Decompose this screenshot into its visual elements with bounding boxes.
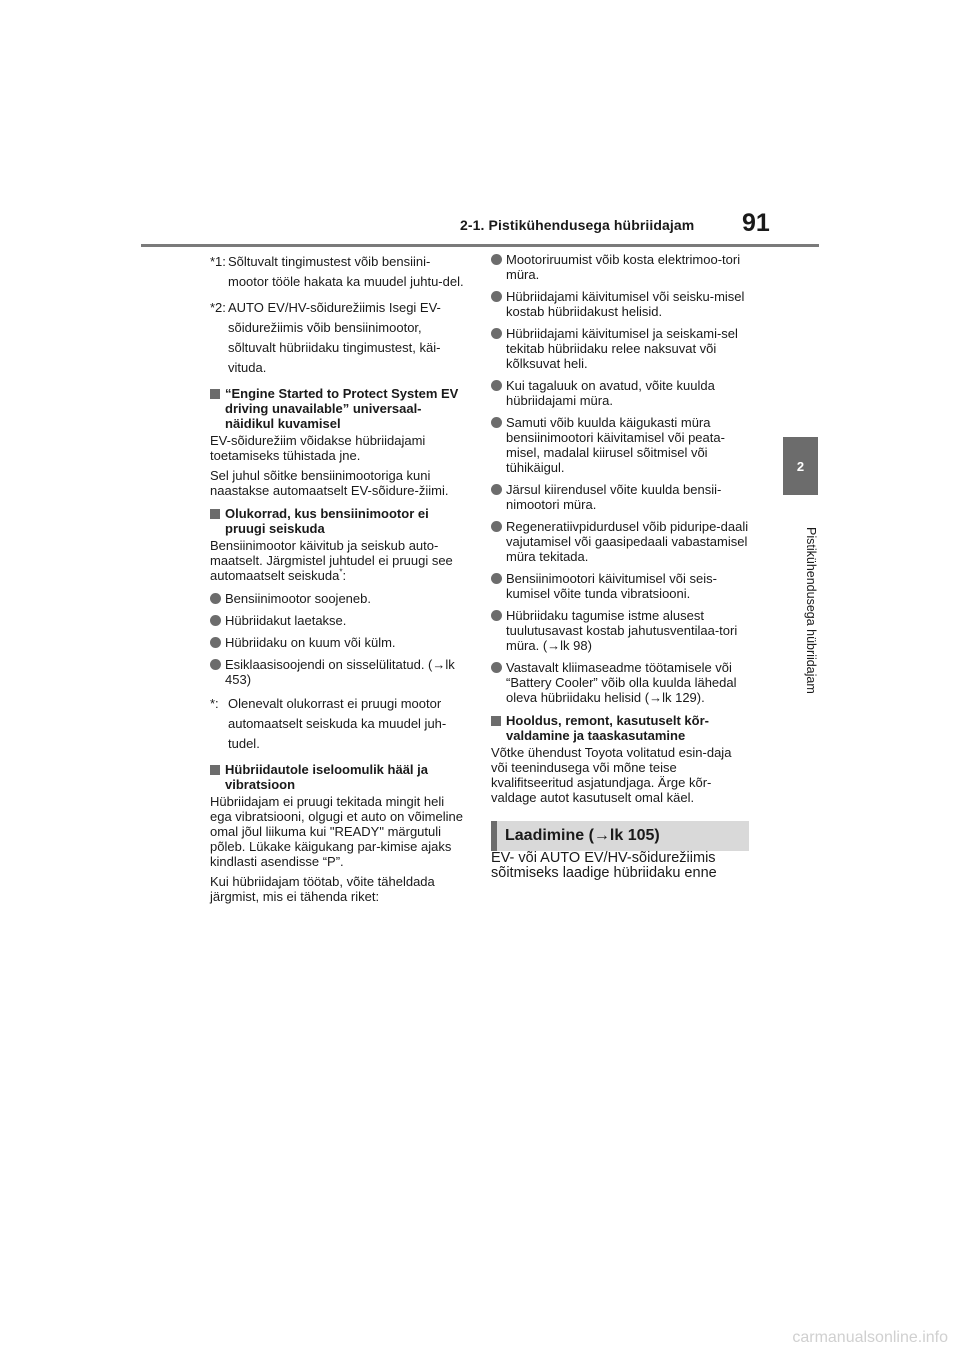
left-column <box>210 252 468 909</box>
section-heading-charging <box>491 821 749 851</box>
square-bullet-icon <box>210 509 220 519</box>
watermark: carmanualsonline.info <box>792 1329 948 1346</box>
list-item-text: Hübriidajami käivitumisel ja seiskami-sel tekitab hübriidaku relee naksuvat või kõlksuvat heli. <box>506 326 738 371</box>
list-item-text: Järsul kiirendusel võite kuulda bensii-nimootori müra. <box>506 482 722 512</box>
list-item <box>491 608 749 653</box>
heading-maintenance <box>491 713 749 743</box>
list-item-text: Hübriidakut laetakse. <box>225 613 347 628</box>
footnote-3-mark: *: <box>210 696 219 711</box>
list-item-text: Bensiinimootori käivitumisel või seis-kumisel võite tunda vibratsiooni. <box>506 571 717 601</box>
chapter-tab[interactable] <box>783 437 818 495</box>
heading-text: Olukorrad, kus bensiinimootor ei pruugi seiskuda <box>225 506 429 536</box>
paragraph: Võtke ühendust Toyota volitatud esin-daja või teenindusega või mõne teise kvalifitseeritud asjatundjaga. Ärge kõr-valdage autot kasutuselt omal käel. <box>491 745 732 805</box>
list-item <box>491 415 749 475</box>
section-heading-text: Laadimine (→lk 105) <box>505 827 660 844</box>
footnote-1-text: Sõltuvalt tingimustest võib bensiini-mootor tööle hakata ka muudel juhtu-del. <box>228 254 464 289</box>
footnote-1 <box>210 252 468 292</box>
paragraph: Kui hübriidajam töötab, võite täheldada järgmist, mis ei tähenda riket: <box>210 874 435 904</box>
list-item <box>210 635 468 650</box>
list-item <box>210 591 468 606</box>
bullet-dot-icon <box>491 328 502 339</box>
paragraph <box>210 538 468 583</box>
chapter-label: Pistikühendusega hübriidajam <box>804 526 818 694</box>
bullet-dot-icon <box>210 659 221 670</box>
list-item <box>491 571 749 601</box>
list-item-text: Esiklaasisoojendi on sisselülitatud. (→lk 453) <box>225 657 455 687</box>
bullet-dot-icon <box>491 291 502 302</box>
bullet-dot-icon <box>491 610 502 621</box>
footnote-3-text: Olenevalt olukorrast ei pruugi mootor automaatselt seiskuda ka muudel juh-tudel. <box>228 696 447 751</box>
footnote-ref: * <box>339 567 343 577</box>
list-item-text: Regeneratiivpidurdusel võib piduripe-daali vajutamisel või gaasipedaali vabastamisel müra tekitada. <box>506 519 749 564</box>
footnote-2 <box>210 298 468 378</box>
footnote-1-mark: *1: <box>210 254 226 269</box>
bullet-dot-icon <box>491 254 502 265</box>
list-item-text: Hübriidaku tagumise istme alusest tuulutusavast kostab jahutusventilaa-tori müra. (→lk 98) <box>506 608 738 653</box>
heading-text: “Engine Started to Protect System EV driving unavailable” universaal-näidikul kuvamisel <box>225 386 459 431</box>
list-item <box>491 482 749 512</box>
square-bullet-icon <box>210 389 220 399</box>
list-item-text: Mootoriruumist võib kosta elektrimoo-tori müra. <box>506 252 741 282</box>
page-number: 91 <box>742 209 770 237</box>
list-item <box>210 613 468 628</box>
paragraph-large: EV- või AUTO EV/HV-sõidurežiimis sõitmiseks laadige hübriidaku enne <box>491 850 717 881</box>
list-item <box>491 519 749 564</box>
footnote-2-text: AUTO EV/HV-sõidurežiimis Isegi EV-sõidurežiimis võib bensiinimootor, sõltuvalt hübriidaku tingimustest, käi-vituda. <box>228 300 441 375</box>
heading-engine-not-stop <box>210 506 468 536</box>
paragraph: Hübriidajam ei pruugi tekitada mingit heli ega vibratsiooni, olgugi et auto on võimeline omal jõul liikuma kui "READY" märgutuli põleb. Lükake käigukang par-kimise ajaks kindlasti asendisse “P”. <box>210 794 463 869</box>
bullet-dot-icon <box>491 484 502 495</box>
list-item <box>210 657 468 687</box>
bullet-dot-icon <box>491 521 502 532</box>
list-item <box>491 378 749 408</box>
bullet-dot-icon <box>491 573 502 584</box>
section-title: 2-1. Pistikühendusega hübriidajam <box>460 217 695 233</box>
bullet-dot-icon <box>491 417 502 428</box>
chapter-tab-number: 2 <box>796 458 805 474</box>
paragraph: EV-sõidurežiim võidakse hübriidajami toetamiseks tühistada jne. <box>210 433 426 463</box>
square-bullet-icon <box>491 716 501 726</box>
list-item <box>491 326 749 371</box>
bullet-dot-icon <box>210 637 221 648</box>
right-column <box>491 252 749 886</box>
list-item <box>491 289 749 319</box>
list-item-text: Hübriidaku on kuum või külm. <box>225 635 396 650</box>
footnote-2-mark: *2: <box>210 300 226 315</box>
list-item <box>491 660 749 705</box>
list-item-text: Hübriidajami käivitumisel või seisku-misel kostab hübriidakust helisid. <box>506 289 745 319</box>
bullet-dot-icon <box>491 380 502 391</box>
heading-hybrid-sound <box>210 762 468 792</box>
header-divider <box>141 244 819 247</box>
list-item-text: Vastavalt kliimaseadme töötamisele või “Battery Cooler” võib olla kuulda lähedal oleva hübriidaku helisid (→lk 129). <box>506 660 737 705</box>
list-item-text: Samuti võib kuulda käigukasti müra bensiinimootori käivitamisel või peata-misel, madalal kiirusel sõitmisel või tühikäigul. <box>506 415 725 475</box>
list-item-text: Kui tagaluuk on avatud, võite kuulda hübriidajami müra. <box>506 378 715 408</box>
heading-text: Hooldus, remont, kasutuselt kõr-valdamine ja taaskasutamine <box>506 713 709 743</box>
bullet-dot-icon <box>491 662 502 673</box>
heading-engine-started <box>210 386 468 431</box>
bullet-dot-icon <box>210 593 221 604</box>
paragraph-text: Bensiinimootor käivitub ja seiskub auto-maatselt. Järgmistel juhtudel ei pruugi see automaatselt seiskuda <box>210 538 453 583</box>
paragraph-colon: : <box>342 568 347 583</box>
bullet-dot-icon <box>210 615 221 626</box>
heading-text: Hübriidautole iseloomulik hääl ja vibratsioon <box>225 762 428 792</box>
list-item-text: Bensiinimootor soojeneb. <box>225 591 371 606</box>
footnote-3 <box>210 694 468 754</box>
paragraph: Sel juhul sõitke bensiinimootoriga kuni naastakse automaatselt EV-sõidure-žiimi. <box>210 468 449 498</box>
square-bullet-icon <box>210 765 220 775</box>
list-item <box>491 252 749 282</box>
